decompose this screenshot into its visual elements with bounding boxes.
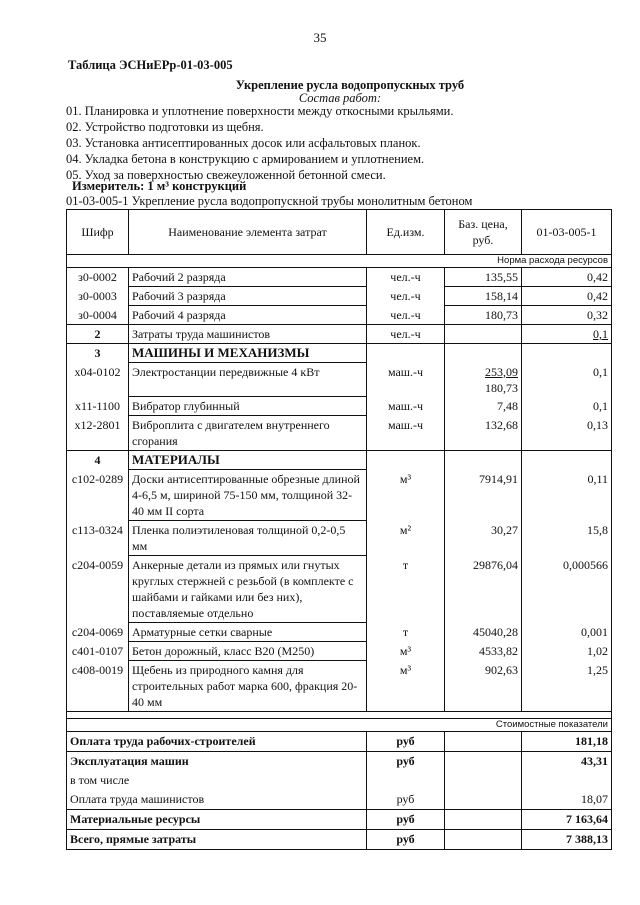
row-unit: м² — [367, 521, 445, 556]
row-price: 7914,91 — [445, 470, 522, 521]
row-name: Виброплита с двигателем внутреннего сгорания — [129, 416, 367, 451]
row-unit: чел.-ч — [367, 268, 445, 287]
total-row — [67, 810, 612, 830]
header-unit: Ед.изм. — [367, 210, 445, 255]
header-code: Шифр — [67, 210, 129, 255]
header-name: Наименование элемента затрат — [129, 210, 367, 255]
row-unit: т — [367, 556, 445, 623]
row-name: Анкерные детали из прямых или гнутых круглых стержней с резьбой (в комплекте с шайбами и гайками или без них), поставляемые отдельно — [129, 556, 367, 623]
section-title: МАШИНЫ И МЕХАНИЗМЫ — [129, 344, 367, 363]
row-price: 7,48 — [445, 397, 522, 416]
row-unit: м³ — [367, 470, 445, 521]
row-code: х12-2801 — [67, 416, 129, 451]
row-qty: 1,25 — [522, 661, 612, 712]
total-row — [67, 790, 612, 810]
row-name: Рабочий 2 разряда — [129, 268, 367, 287]
table-row — [67, 287, 612, 306]
norm-subcode: 01-03-005-1 Укрепление русла водопропускной трубы монолитным бетоном — [66, 194, 473, 208]
row-qty: 0,1 — [522, 397, 612, 416]
row-code: з0-0004 — [67, 306, 129, 325]
total-unit: руб — [367, 830, 445, 850]
row-unit: чел.-ч — [367, 287, 445, 306]
row-price: 45040,28 — [445, 623, 522, 642]
row-name: Электростанции передвижные 4 кВт — [129, 363, 367, 397]
row-price: 29876,04 — [445, 556, 522, 623]
row-name: Щебень из природного камня для строительных работ марка 600, фракция 20-40 мм — [129, 661, 367, 712]
total-value: 43,31 — [522, 752, 612, 772]
total-value: 181,18 — [522, 732, 612, 752]
total-unit: руб — [367, 732, 445, 752]
total-value — [522, 771, 612, 790]
row-name: Пленка полиэтиленовая толщиной 0,2-0,5 мм — [129, 521, 367, 556]
table-row — [67, 306, 612, 325]
row-unit: маш.-ч — [367, 397, 445, 416]
row-name: Вибратор глубинный — [129, 397, 367, 416]
total-row — [67, 732, 612, 752]
total-value: 7 388,13 — [522, 830, 612, 850]
total-name: в том числе — [67, 771, 367, 790]
table-row — [67, 661, 612, 712]
row-unit: т — [367, 623, 445, 642]
row-qty: 0,13 — [522, 416, 612, 451]
row-code: 2 — [67, 325, 129, 344]
row-qty: 0,001 — [522, 623, 612, 642]
row-code: с204-0059 — [67, 556, 129, 623]
row-qty: 0,1 — [522, 325, 612, 344]
total-name: Всего, прямые затраты — [67, 830, 367, 850]
row-qty: 15,8 — [522, 521, 612, 556]
table-row — [67, 521, 612, 556]
table-row — [67, 416, 612, 451]
work-item: 02. Устройство подготовки из щебня. — [66, 120, 264, 134]
total-unit — [367, 771, 445, 790]
total-name: Материальные ресурсы — [67, 810, 367, 830]
row-code: с113-0324 — [67, 521, 129, 556]
total-name: Оплата труда машинистов — [67, 790, 367, 810]
row-qty: 0,000566 — [522, 556, 612, 623]
row-price-secondary: 180,73 — [485, 380, 518, 395]
cost-label: Стоимостные показатели — [67, 719, 612, 732]
machinist-row — [67, 325, 612, 344]
norm-label-row — [67, 255, 612, 268]
table-row — [67, 642, 612, 661]
total-row — [67, 752, 612, 772]
work-list — [66, 103, 454, 183]
work-item: 01. Планировка и уплотнение поверхности между откосными крыльями. — [66, 104, 454, 118]
row-price: 4533,82 — [445, 642, 522, 661]
work-item: 05. Уход за поверхностью свежеуложенной бетонной смеси. — [66, 168, 386, 182]
norm-label: Норма расхода ресурсов — [67, 255, 612, 268]
row-qty: 0,42 — [522, 268, 612, 287]
section-code: 3 — [67, 344, 129, 363]
work-composition-header: Состав работ: — [298, 91, 382, 105]
header-price: Баз. цена, руб. — [445, 210, 522, 255]
page-number: 35 — [313, 30, 327, 45]
row-name: Рабочий 3 разряда — [129, 287, 367, 306]
table-row — [67, 268, 612, 287]
row-name: Бетон дорожный, класс В20 (М250) — [129, 642, 367, 661]
row-name: Доски антисептированные обрезные длиной 4-6,5 м, шириной 75-150 мм, толщиной 32-40 мм II сорта — [129, 470, 367, 521]
row-code: х11-1100 — [67, 397, 129, 416]
section-row-machines — [67, 344, 612, 363]
row-unit: м³ — [367, 642, 445, 661]
row-unit: м³ — [367, 661, 445, 712]
total-value: 7 163,64 — [522, 810, 612, 830]
section-row-materials — [67, 451, 612, 470]
table-header-row — [67, 210, 612, 255]
table-row — [67, 470, 612, 521]
row-name: Арматурные сетки сварные — [129, 623, 367, 642]
table-row — [67, 363, 612, 397]
section-title: МАТЕРИАЛЫ — [129, 451, 367, 470]
total-unit: руб — [367, 752, 445, 772]
row-price: 902,63 — [445, 661, 522, 712]
total-name: Оплата труда рабочих-строителей — [67, 732, 367, 752]
row-unit: чел.-ч — [367, 325, 445, 344]
row-unit: маш.-ч — [367, 416, 445, 451]
row-name: Рабочий 4 разряда — [129, 306, 367, 325]
total-row — [67, 830, 612, 850]
table-subtitle: Укрепление русла водопропускных труб — [235, 78, 465, 92]
total-unit: руб — [367, 810, 445, 830]
total-row — [67, 771, 612, 790]
section-code: 4 — [67, 451, 129, 470]
row-qty: 0,1 — [522, 363, 612, 397]
work-item: 04. Укладка бетона в конструкцию с армированием и уплотнением. — [66, 152, 425, 166]
resource-table — [66, 209, 612, 850]
table-row — [67, 556, 612, 623]
row-price: 132,68 — [445, 416, 522, 451]
row-qty: 0,11 — [522, 470, 612, 521]
row-code: с401-0107 — [67, 642, 129, 661]
row-code: х04-0102 — [67, 363, 129, 397]
table-title: Таблица ЭСНиЕРр-01-03-005 — [68, 58, 233, 72]
row-price: 158,14 — [445, 287, 522, 306]
table-row — [67, 397, 612, 416]
row-code: з0-0002 — [67, 268, 129, 287]
row-price: 135,55 — [445, 268, 522, 287]
total-name: Эксплуатация машин — [67, 752, 367, 772]
row-price: 253,09 — [485, 364, 518, 379]
row-code: з0-0003 — [67, 287, 129, 306]
row-unit: маш.-ч — [367, 363, 445, 397]
work-item: 03. Установка антисептированных досок или асфальтовых планок. — [66, 136, 421, 150]
row-code: с408-0019 — [67, 661, 129, 712]
row-code: с102-0289 — [67, 470, 129, 521]
row-price: 180,73 — [445, 306, 522, 325]
row-code: с204-0069 — [67, 623, 129, 642]
header-norm-code: 01-03-005-1 — [522, 210, 612, 255]
total-unit: руб — [367, 790, 445, 810]
row-unit: чел.-ч — [367, 306, 445, 325]
measurement-unit: Измеритель: 1 м³ конструкций — [72, 179, 247, 193]
total-value: 18,07 — [522, 790, 612, 810]
table-row — [67, 623, 612, 642]
row-qty: 1,02 — [522, 642, 612, 661]
cost-label-row — [67, 719, 612, 732]
row-price: 30,27 — [445, 521, 522, 556]
row-qty: 0,32 — [522, 306, 612, 325]
row-qty: 0,42 — [522, 287, 612, 306]
row-name: Затраты труда машинистов — [129, 325, 367, 344]
